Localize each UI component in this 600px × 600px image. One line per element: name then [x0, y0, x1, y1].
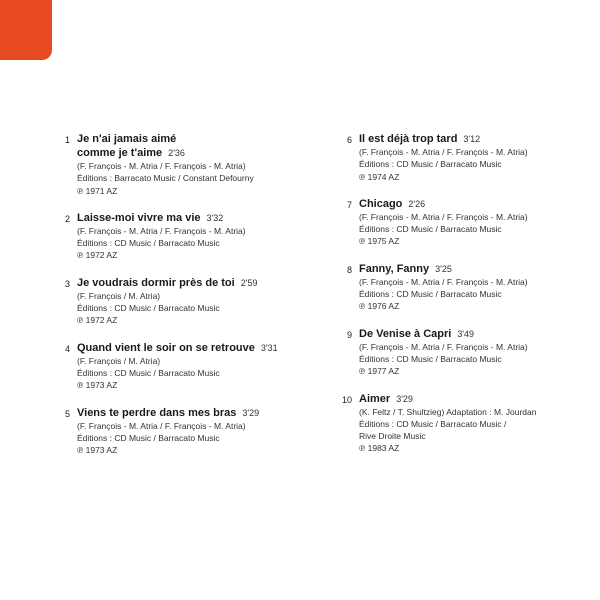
- track-credit-line: ℗ 1975 AZ: [359, 236, 400, 247]
- track-title: Fanny, Fanny: [359, 262, 430, 275]
- track-title-line: [77, 211, 308, 225]
- track-number: 10: [341, 394, 352, 405]
- track-title: Je n'ai jamais aimé: [77, 133, 177, 145]
- track-title: comme je t'aime: [77, 147, 163, 159]
- track-title: Il est déjà trop tard: [359, 133, 458, 145]
- track-credit-line: Éditions : CD Music / Barracato Music: [359, 159, 502, 170]
- track-entry: [340, 262, 590, 313]
- track-duration: 3'29: [396, 393, 413, 404]
- track-entry: [58, 406, 308, 457]
- track-credit-line: (F. François - M. Atria / F. François - M. Atria): [359, 211, 528, 222]
- track-title-line: [359, 262, 590, 276]
- track-credit-line: ℗ 1973 AZ: [77, 380, 118, 391]
- track-credit-line: ℗ 1983 AZ: [359, 443, 400, 454]
- track-duration: 3'29: [242, 407, 260, 418]
- track-duration: 2'36: [168, 148, 185, 158]
- track-title: De Venise à Capri: [359, 327, 452, 340]
- track-credit-line: (F. François - M. Atria / F. François - M. Atria): [77, 225, 246, 236]
- track-credit-line: Éditions : CD Music / Barracato Music: [77, 432, 220, 443]
- track-duration: 3'12: [463, 134, 481, 144]
- track-title-line: [359, 327, 590, 341]
- track-duration: 3'32: [206, 212, 224, 223]
- track-title-line: [359, 197, 590, 211]
- track-title-line: [77, 406, 308, 420]
- track-credit-line: Éditions : CD Music / Barracato Music: [77, 303, 220, 314]
- track-title: Quand vient le soir on se retrouve: [77, 341, 255, 354]
- track-credit-line: ℗ 1973 AZ: [77, 445, 118, 456]
- track-duration: 2'59: [240, 277, 258, 288]
- accent-corner-block: [0, 0, 52, 60]
- track-credit-line: ℗ 1974 AZ: [359, 171, 400, 182]
- track-credit-line: ℗ 1971 AZ: [77, 185, 118, 196]
- track-title-line: [77, 132, 308, 146]
- track-title-line: [77, 276, 308, 290]
- track-title: Chicago: [359, 197, 403, 210]
- track-number: 7: [346, 199, 352, 210]
- track-credit-line: Éditions : CD Music / Barracato Music: [77, 367, 220, 378]
- track-number: 1: [64, 135, 70, 145]
- track-credit-line: ℗ 1976 AZ: [359, 301, 400, 312]
- track-number: 2: [64, 213, 70, 224]
- track-number: 5: [64, 408, 70, 419]
- tracklist-right-column: [340, 132, 590, 469]
- track-title: Aimer: [359, 392, 391, 405]
- track-title: Laisse-moi vivre ma vie: [77, 211, 201, 224]
- track-credit-line: (F. François / M. Atria): [77, 290, 161, 301]
- track-credit-line: (K. Feltz / T. Shultzieg) Adaptation : M. Jourdan: [359, 406, 537, 417]
- track-credit-line: (F. François - M. Atria / F. François - M. Atria): [359, 147, 528, 157]
- track-credit-line: ℗ 1972 AZ: [77, 315, 118, 326]
- track-credit-line: Éditions : CD Music / Barracato Music: [359, 289, 502, 300]
- track-duration: 3'31: [260, 342, 278, 353]
- track-title: Je voudrais dormir près de toi: [77, 276, 235, 289]
- track-duration: 3'49: [457, 328, 475, 339]
- track-entry: [340, 392, 590, 455]
- track-title-line: [359, 132, 590, 146]
- track-entry: [58, 341, 308, 392]
- track-number: 6: [346, 135, 352, 145]
- track-credit-line: (F. François / M. Atria): [77, 355, 161, 366]
- track-credit-line: (F. François - M. Atria / F. François - M. Atria): [359, 276, 528, 287]
- track-entry: [340, 132, 590, 183]
- track-credit-line: (F. François - M. Atria / F. François - M. Atria): [77, 420, 246, 431]
- track-credit-line: ℗ 1972 AZ: [77, 250, 118, 261]
- track-number: 8: [346, 264, 352, 275]
- track-entry: [58, 276, 308, 327]
- track-credit-line: (F. François - M. Atria / F. François - M. Atria): [77, 161, 246, 171]
- track-entry: [340, 327, 590, 378]
- track-title-line: [359, 392, 590, 406]
- track-credit-line: (F. François - M. Atria / F. François - M. Atria): [359, 341, 528, 352]
- track-title-line: [77, 146, 308, 160]
- track-title-line: [77, 341, 308, 355]
- track-credit-line: Éditions : CD Music / Barracato Music: [77, 238, 220, 249]
- track-number: 3: [64, 278, 70, 289]
- track-title: Viens te perdre dans mes bras: [77, 406, 237, 419]
- track-number: 9: [346, 329, 352, 340]
- track-entry: [58, 211, 308, 262]
- tracklist-left-column: [58, 132, 308, 470]
- track-credit-line: Rive Droite Music: [359, 431, 426, 442]
- track-entry: [340, 197, 590, 248]
- track-credit-line: ℗ 1977 AZ: [359, 366, 400, 377]
- track-duration: 2'26: [408, 198, 426, 209]
- track-credit-line: Éditions : CD Music / Barracato Music: [359, 353, 502, 364]
- track-credit-line: Éditions : CD Music / Barracato Music /: [359, 418, 507, 429]
- track-credit-line: Éditions : CD Music / Barracato Music: [359, 224, 502, 235]
- track-number: 4: [64, 343, 70, 354]
- track-credit-line: Éditions : Barracato Music / Constant Defourny: [77, 173, 254, 184]
- track-entry: [58, 132, 308, 197]
- track-duration: 3'25: [435, 263, 452, 274]
